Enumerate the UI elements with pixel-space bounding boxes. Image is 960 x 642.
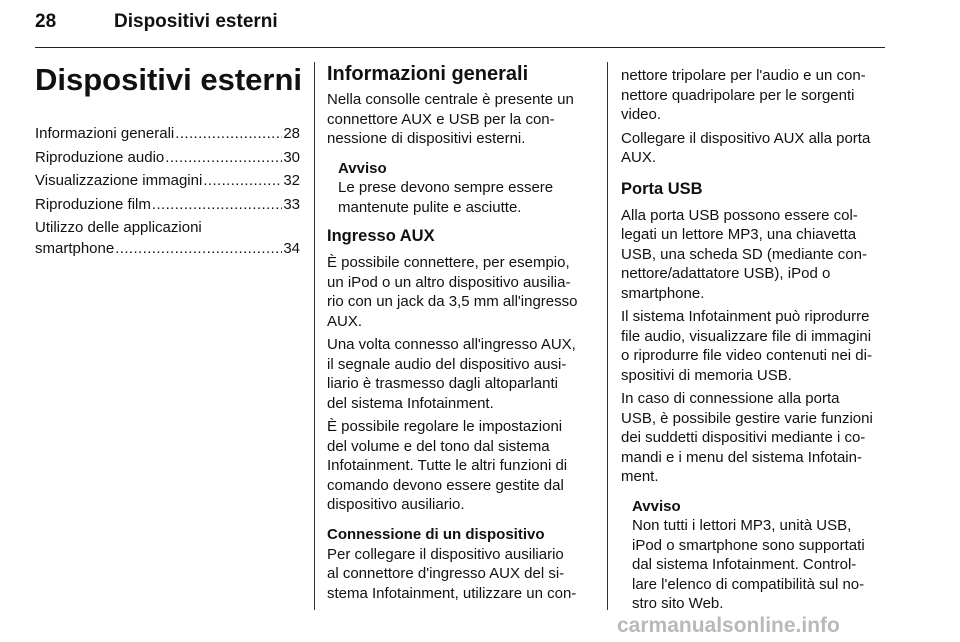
toc-label: Riproduzione film [35, 195, 151, 213]
paragraph: In caso di connessione alla porta USB, è possibile gestire varie funzioni dei suddetti dispositivi mediante i co- mandi e i menu del sistema Infotain- ment. [621, 390, 873, 485]
toc-entry[interactable] [35, 218, 300, 259]
toc-page: 34 [283, 239, 300, 257]
paragraph: Alla porta USB possono essere col- legati un lettore MP3, una chiavetta USB, una scheda SD (mediante con- nettore/adattatore USB), iPod o smartphone. [621, 206, 867, 302]
toc-entry[interactable] [35, 148, 300, 169]
column-divider [607, 62, 608, 610]
running-title: Dispositivi esterni [114, 11, 278, 32]
watermark: carmanualsonline.info [617, 614, 840, 637]
subsection-heading: Porta USB [621, 179, 703, 198]
paragraph: nettore tripolare per l'audio e un con- nettore quadripolare per le sorgenti video. [621, 67, 866, 123]
page-number: 28 [35, 11, 57, 32]
column-general-info [327, 62, 593, 607]
chapter-title: Dispositivi esterni [35, 62, 303, 97]
note-text: Non tutti i lettori MP3, unità USB, iPod o smartphone sono supportati dal sistema Infotainment. Control- lare l'elenco di compatibilità sul no- stro sito Web. [632, 517, 865, 612]
toc-page: 30 [283, 148, 300, 166]
toc-label: Visualizzazione immagini [35, 172, 203, 189]
note-title: Avviso [632, 497, 681, 515]
paragraph: Una volta connesso all'ingresso AUX, il segnale audio del dispositivo ausi- liario è trasmesso dagli altoparlanti del sistema Infotainment. [327, 336, 576, 412]
paragraph: Per collegare il dispositivo ausiliario al connettore d'ingresso AUX del si- stema Infotainment, utilizzare un con- [327, 545, 577, 602]
subsection-heading: Ingresso AUX [327, 227, 435, 245]
paragraph: Il sistema Infotainment può riprodurre file audio, visualizzare file di immagini o riprodurre file video contenuti nei di- spositivi di memoria USB. [621, 308, 872, 384]
section-heading: Informazioni generali [327, 63, 529, 85]
toc-label: smartphone [35, 239, 115, 257]
toc-label: Utilizzo delle applicazioni [35, 219, 202, 236]
minor-heading: Connessione di un dispositivo [327, 525, 545, 543]
column-divider [314, 62, 315, 610]
header-rule [35, 47, 885, 48]
paragraph: È possibile regolare le impostazioni del volume e del tono dal sistema Infotainment. Tutte le altri funzioni di comando devono essere gestite dal dispositivo ausiliario. [327, 418, 568, 513]
note-text: Le prese devono sempre essere mantenute pulite e asciutte. [338, 179, 554, 216]
paragraph: Nella consolle centrale è presente un connettore AUX e USB per la con- nessione di dispositivi esterni. [327, 91, 574, 147]
toc-page: 32 [283, 172, 300, 189]
toc-entry[interactable] [35, 171, 300, 192]
toc-entry[interactable] [35, 124, 300, 145]
paragraph: È possibile connettere, per esempio, un iPod o un altro dispositivo ausilia- rio con un jack da 3,5 mm all'ingresso AUX. [327, 254, 578, 330]
paragraph: Collegare il dispositivo AUX alla porta AUX. [621, 129, 871, 166]
note-title: Avviso [338, 159, 387, 177]
column-usb [621, 66, 887, 622]
note-box [632, 497, 887, 614]
toc-label: Riproduzione audio [35, 148, 165, 166]
note-box [338, 159, 593, 218]
toc-page: 28 [283, 125, 300, 142]
toc-entry[interactable] [35, 195, 300, 216]
page-header [35, 6, 885, 42]
column-toc [35, 62, 303, 262]
toc-page: 33 [283, 195, 300, 213]
toc-label: Informazioni generali [35, 125, 175, 142]
